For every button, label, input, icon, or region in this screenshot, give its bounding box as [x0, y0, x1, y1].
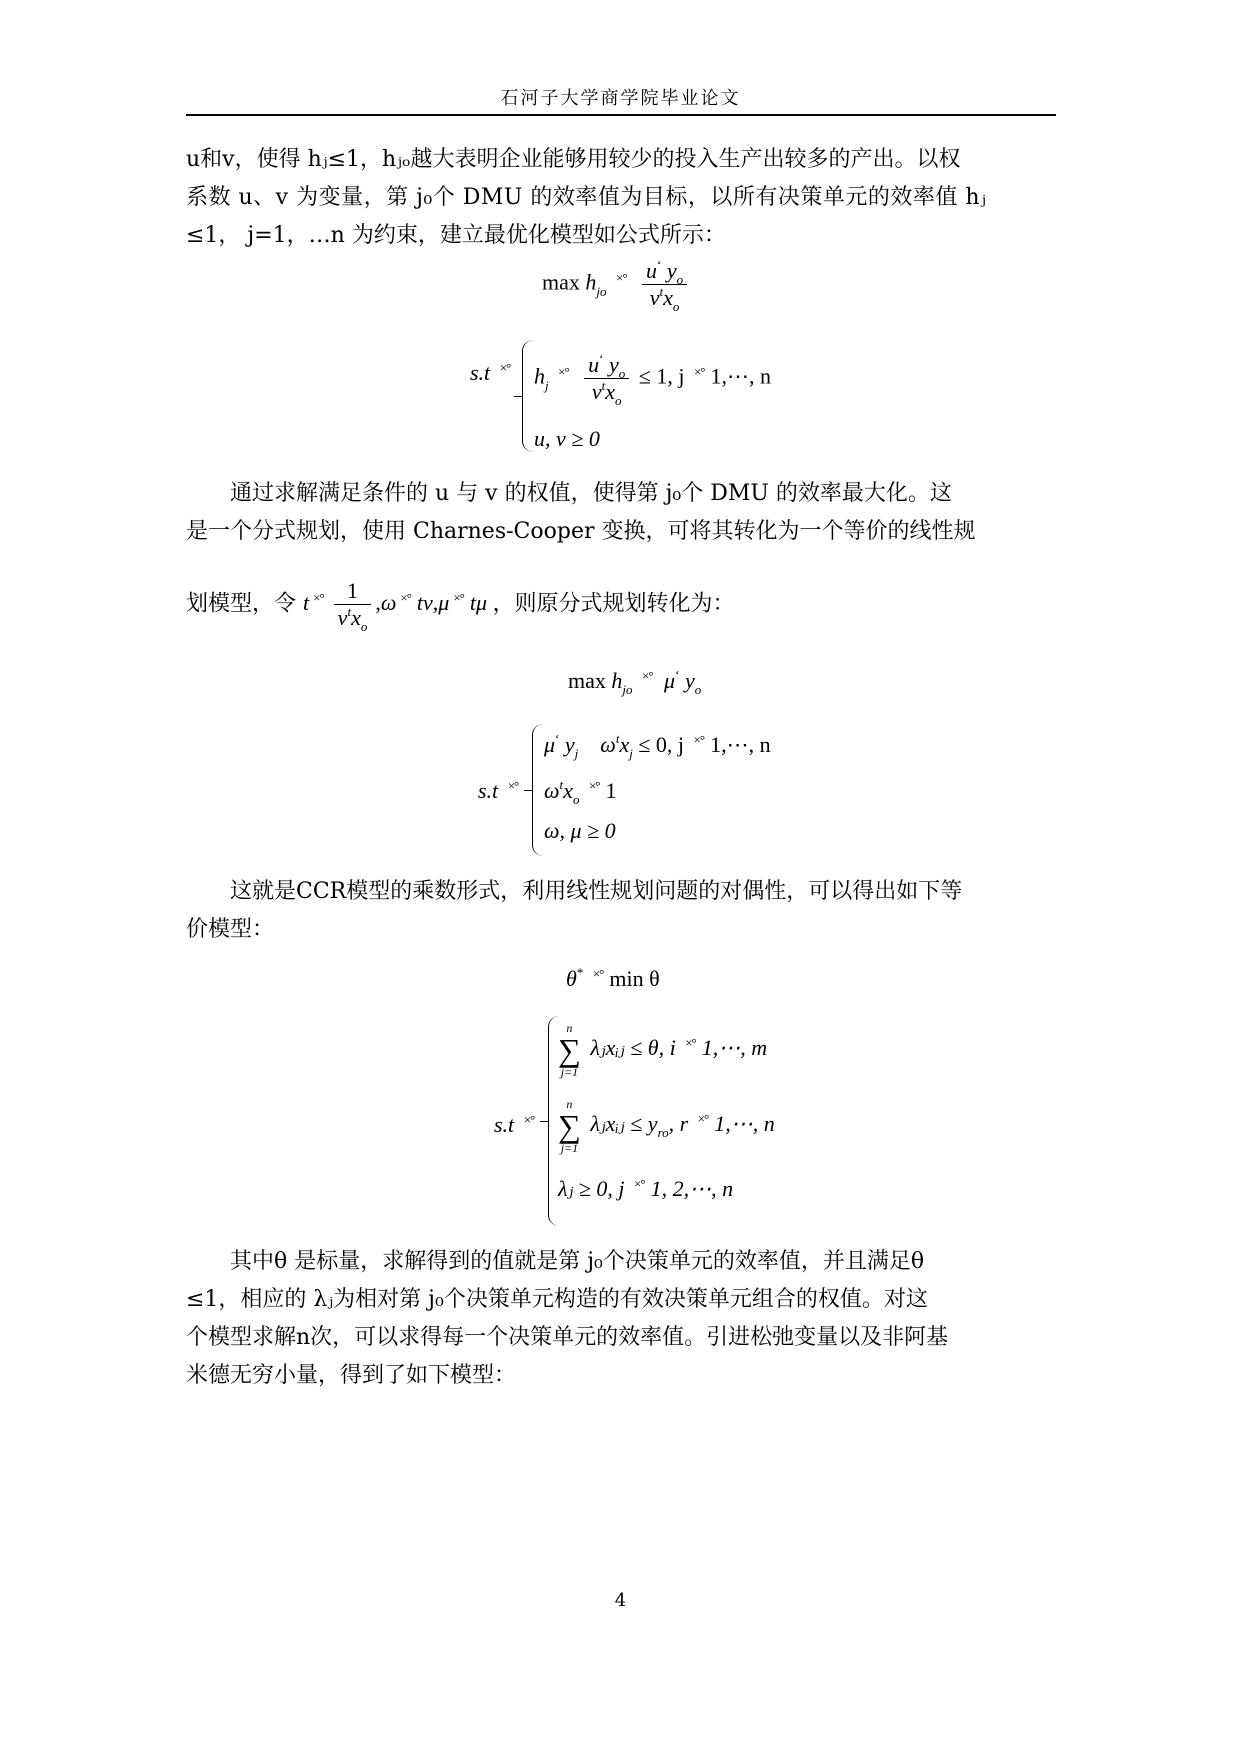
formula-objective-fractional: $\max h_{jo}$ ×° $\frac{u^ʻ y_o}{v^tx_o}$: [542, 258, 691, 311]
formula-2-st-label: s.t ×°: [470, 360, 511, 385]
paragraph-1-line-1: u和v，使得 hⱼ≤1，hⱼₒ越大表明企业能够用较少的投入生产出较多的产出。以权: [186, 147, 961, 172]
linear-constraint-brace: [532, 724, 543, 856]
formula-objective-linear: $\max h_{jo}$ ×° $\mu^ʻ$ $y_o$: [568, 667, 702, 697]
header-rule: [186, 114, 1056, 116]
paragraph-3-line-1: 这就是CCR模型的乘数形式，利用线性规划问题的对偶性，可以得出如下等: [230, 879, 963, 904]
formula-2-constraint-1: $h_j$ ×° $\frac{u^ʻ y_o}{v^tx_o}$ ≤ 1, j ×° 1,⋯, n: [534, 351, 771, 408]
paragraph-2-line-2: 是一个分式规划，使用 Charnes-Cooper 变换，可将其转化为一个等价的线性规: [186, 519, 976, 544]
formula-4-st-label: s.t ×°: [478, 778, 519, 803]
fraction-uy-over-vx: $\frac{u^ʻ y_o}{v^tx_o}$: [642, 258, 687, 311]
formula-theta-min: θ* ×° min θ: [566, 965, 660, 991]
running-header: 石河子大学商学院毕业论文: [500, 88, 741, 109]
formula-6-constraint-2: n ∑ j=1 λⱼxᵢⱼ ≤ $y_{ro}$, r ×° 1,⋯, n: [558, 1097, 775, 1155]
paragraph-4-line-4: 米德无穷小量，得到了如下模型：: [186, 1363, 517, 1388]
constraint-brace: [522, 340, 533, 452]
page-number: 4: [614, 1590, 627, 1611]
formula-4-constraint-1: $\mu^ʻ$ $y_j$ $\omega^tx_j \le 0$, j ×° 1,⋯, n: [544, 731, 771, 761]
paragraph-2-line-1: 通过求解满足条件的 u 与 v 的权值，使得第 j₀个 DMU 的效率最大化。这: [230, 481, 952, 506]
paragraph-1-line-3: ≤1， j=1，…n 为约束，建立最优化模型如公式所示：: [186, 223, 726, 248]
inline-transform-formula: t ×° $\frac{1}{v^tx_o}$ ,ω ×° tv,μ ×° tμ: [303, 578, 488, 634]
formula-2-constraint-2: u, v ≥ 0: [534, 426, 600, 451]
paragraph-4-line-3: 个模型求解n次，可以求得每一个决策单元的效率值。引进松弛变量以及非阿基: [186, 1325, 949, 1350]
formula-4-constraint-2: $\omega^tx_o$ ×° 1: [544, 777, 617, 807]
paragraph-4-line-2: ≤1，相应的 λⱼ为相对第 j₀个决策单元构造的有效决策单元组合的权值。对这: [186, 1287, 928, 1312]
paragraph-4-line-1: 其中θ 是标量，求解得到的值就是第 j₀个决策单元的效率值，并且满足θ: [230, 1249, 925, 1274]
paragraph-1-line-2: 系数 u、v 为变量，第 j₀个 DMU 的效率值为目标，以所有决策单元的效率值 hⱼ: [186, 185, 987, 210]
max-operator: max: [542, 269, 580, 295]
formula-6-st-label: s.t ×°: [494, 1112, 535, 1137]
garbled-equals: ×°: [616, 269, 627, 285]
formula-6-constraint-1: n ∑ j=1 λⱼxᵢⱼ ≤ θ, i ×° 1,⋯, m: [558, 1021, 768, 1079]
formula-4-constraint-3: ω, μ ≥ 0: [544, 818, 616, 843]
formula-6-constraint-3: λⱼ ≥ 0, j ×° 1, 2,⋯, n: [558, 1176, 734, 1201]
paragraph-3-line-2: 价模型：: [186, 917, 275, 942]
paragraph-2-line-3: 划模型，令 t ×° $\frac{1}{v^tx_o}$ ,ω ×° tv,μ ×° tμ ，则原分式规划转化为：: [186, 578, 735, 634]
